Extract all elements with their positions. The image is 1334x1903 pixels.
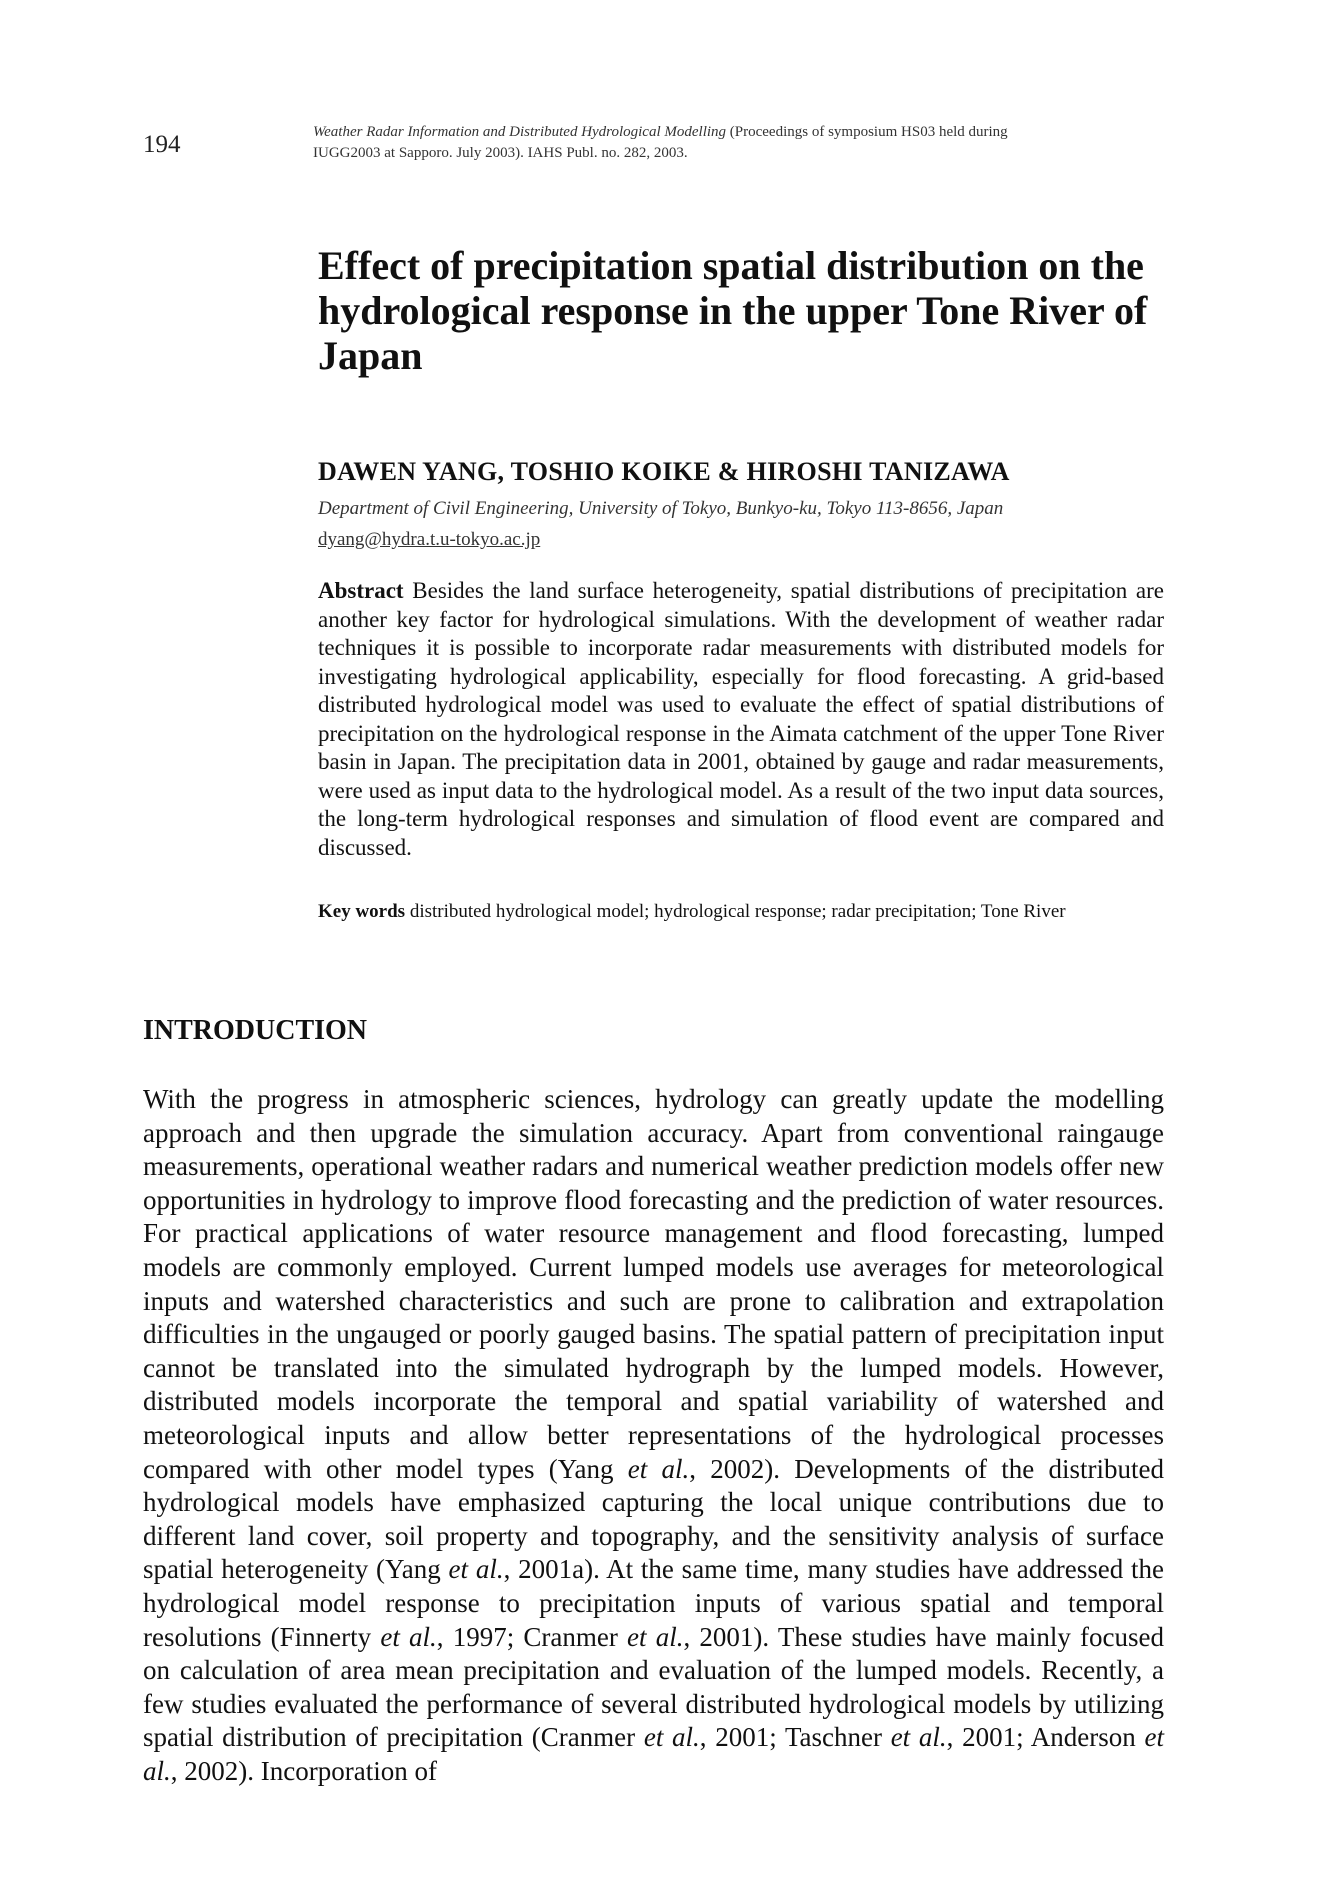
abstract-label: Abstract — [318, 578, 404, 603]
intro-text: , 1997; Cranmer — [436, 1621, 628, 1652]
citation-et-al: et al. — [627, 1453, 690, 1484]
abstract — [318, 577, 1164, 862]
introduction-paragraph — [143, 1083, 1164, 1788]
citation-et-al: et al. — [643, 1722, 700, 1753]
proceedings-note: (Proceedings of symposium HS03 held during IUGG2003 at Sapporo. July 2003). IAHS Publ. no. 282, 2003. — [313, 124, 1008, 161]
citation-et-al: et al. — [627, 1621, 684, 1652]
volume-title: Weather Radar Information and Distributed Hydrological Modelling — [313, 124, 727, 140]
intro-text: , 2002). Incorporation of — [170, 1755, 437, 1786]
running-header — [313, 122, 1073, 164]
intro-text: , 2001). These studies have mainly focused on calculation of area mean precipitation and evaluation of the lumped models. Recently, a few studies evaluated the performance of several distributed hydrological models by utilizing spatial distribution of precipitation (Cranmer — [143, 1621, 1164, 1753]
section-heading-introduction: INTRODUCTION — [143, 1015, 368, 1046]
authors: DAWEN YANG, TOSHIO KOIKE & HIROSHI TANIZAWA — [318, 457, 1010, 486]
citation-et-al: et al. — [380, 1621, 437, 1652]
paper-title: Effect of precipitation spatial distribution on the hydrological response in the upper Tone River of Japan — [318, 243, 1148, 378]
keywords-text: distributed hydrological model; hydrological response; radar precipitation; Tone River — [405, 901, 1066, 922]
keywords — [318, 900, 1164, 923]
citation-et-al: et al. — [890, 1722, 947, 1753]
intro-text: With the progress in atmospheric sciences, hydrology can greatly update the modelling approach and then upgrade the simulation accuracy. Apart from conventional raingauge measurements, operational weather radars and numerical weather prediction models offer new opportunities in hydrology to improve flood forecasting and the prediction of water resources. For practical applications of water resource management and flood forecasting, lumped models are commonly employed. Current lumped models use averages for meteorological inputs and watershed characteristics and such are prone to calibration and extrapolation difficulties in the ungauged or poorly gauged basins. The spatial pattern of precipitation input cannot be translated into the simulated hydrograph by the lumped models. However, distributed models incorporate the temporal and spatial variability of watershed and meteorological inputs and allow better representations of the hydrological processes compared with other model types (Yang — [143, 1084, 1164, 1484]
intro-text: , 2001a). At the same time, many studies have addressed the hydrological model response to precipitation inputs of various spatial and temporal resolutions (Finnerty — [143, 1554, 1164, 1652]
keywords-label: Key words — [318, 901, 406, 922]
page-number: 194 — [143, 131, 181, 158]
citation-et-al: et al. — [448, 1554, 504, 1585]
author-email-link[interactable]: dyang@hydra.t.u-tokyo.ac.jp — [318, 529, 541, 550]
citation-et-al: et al. — [143, 1722, 1164, 1786]
intro-text: , 2001; Anderson — [946, 1722, 1145, 1753]
abstract-text: Besides the land surface heterogeneity, spatial distributions of precipitation are another key factor for hydrological simulations. With the development of weather radar techniques it is possible to incorporate radar measurements with distributed models for investigating hydrological applicability, especially for flood forecasting. A grid-based distributed hydrological model was used to evaluate the effect of spatial distributions of precipitation on the hydrological response in the Aimata catchment of the upper Tone River basin in Japan. The precipitation data in 2001, obtained by gauge and radar measurements, were used as input data to the hydrological model. As a result of the two input data sources, the long-term hydrological responses and simulation of flood event are compared and discussed. — [318, 578, 1164, 860]
intro-text: , 2001; Taschner — [699, 1722, 891, 1753]
intro-text: , 2002). Developments of the distributed hydrological models have emphasized capturing the local unique contributions due to different land cover, soil property and topography, and the sensitivity analysis of surface spatial heterogeneity (Yang — [143, 1453, 1164, 1585]
affiliation: Department of Civil Engineering, University of Tokyo, Bunkyo-ku, Tokyo 113-8656, Japan — [318, 498, 1004, 519]
